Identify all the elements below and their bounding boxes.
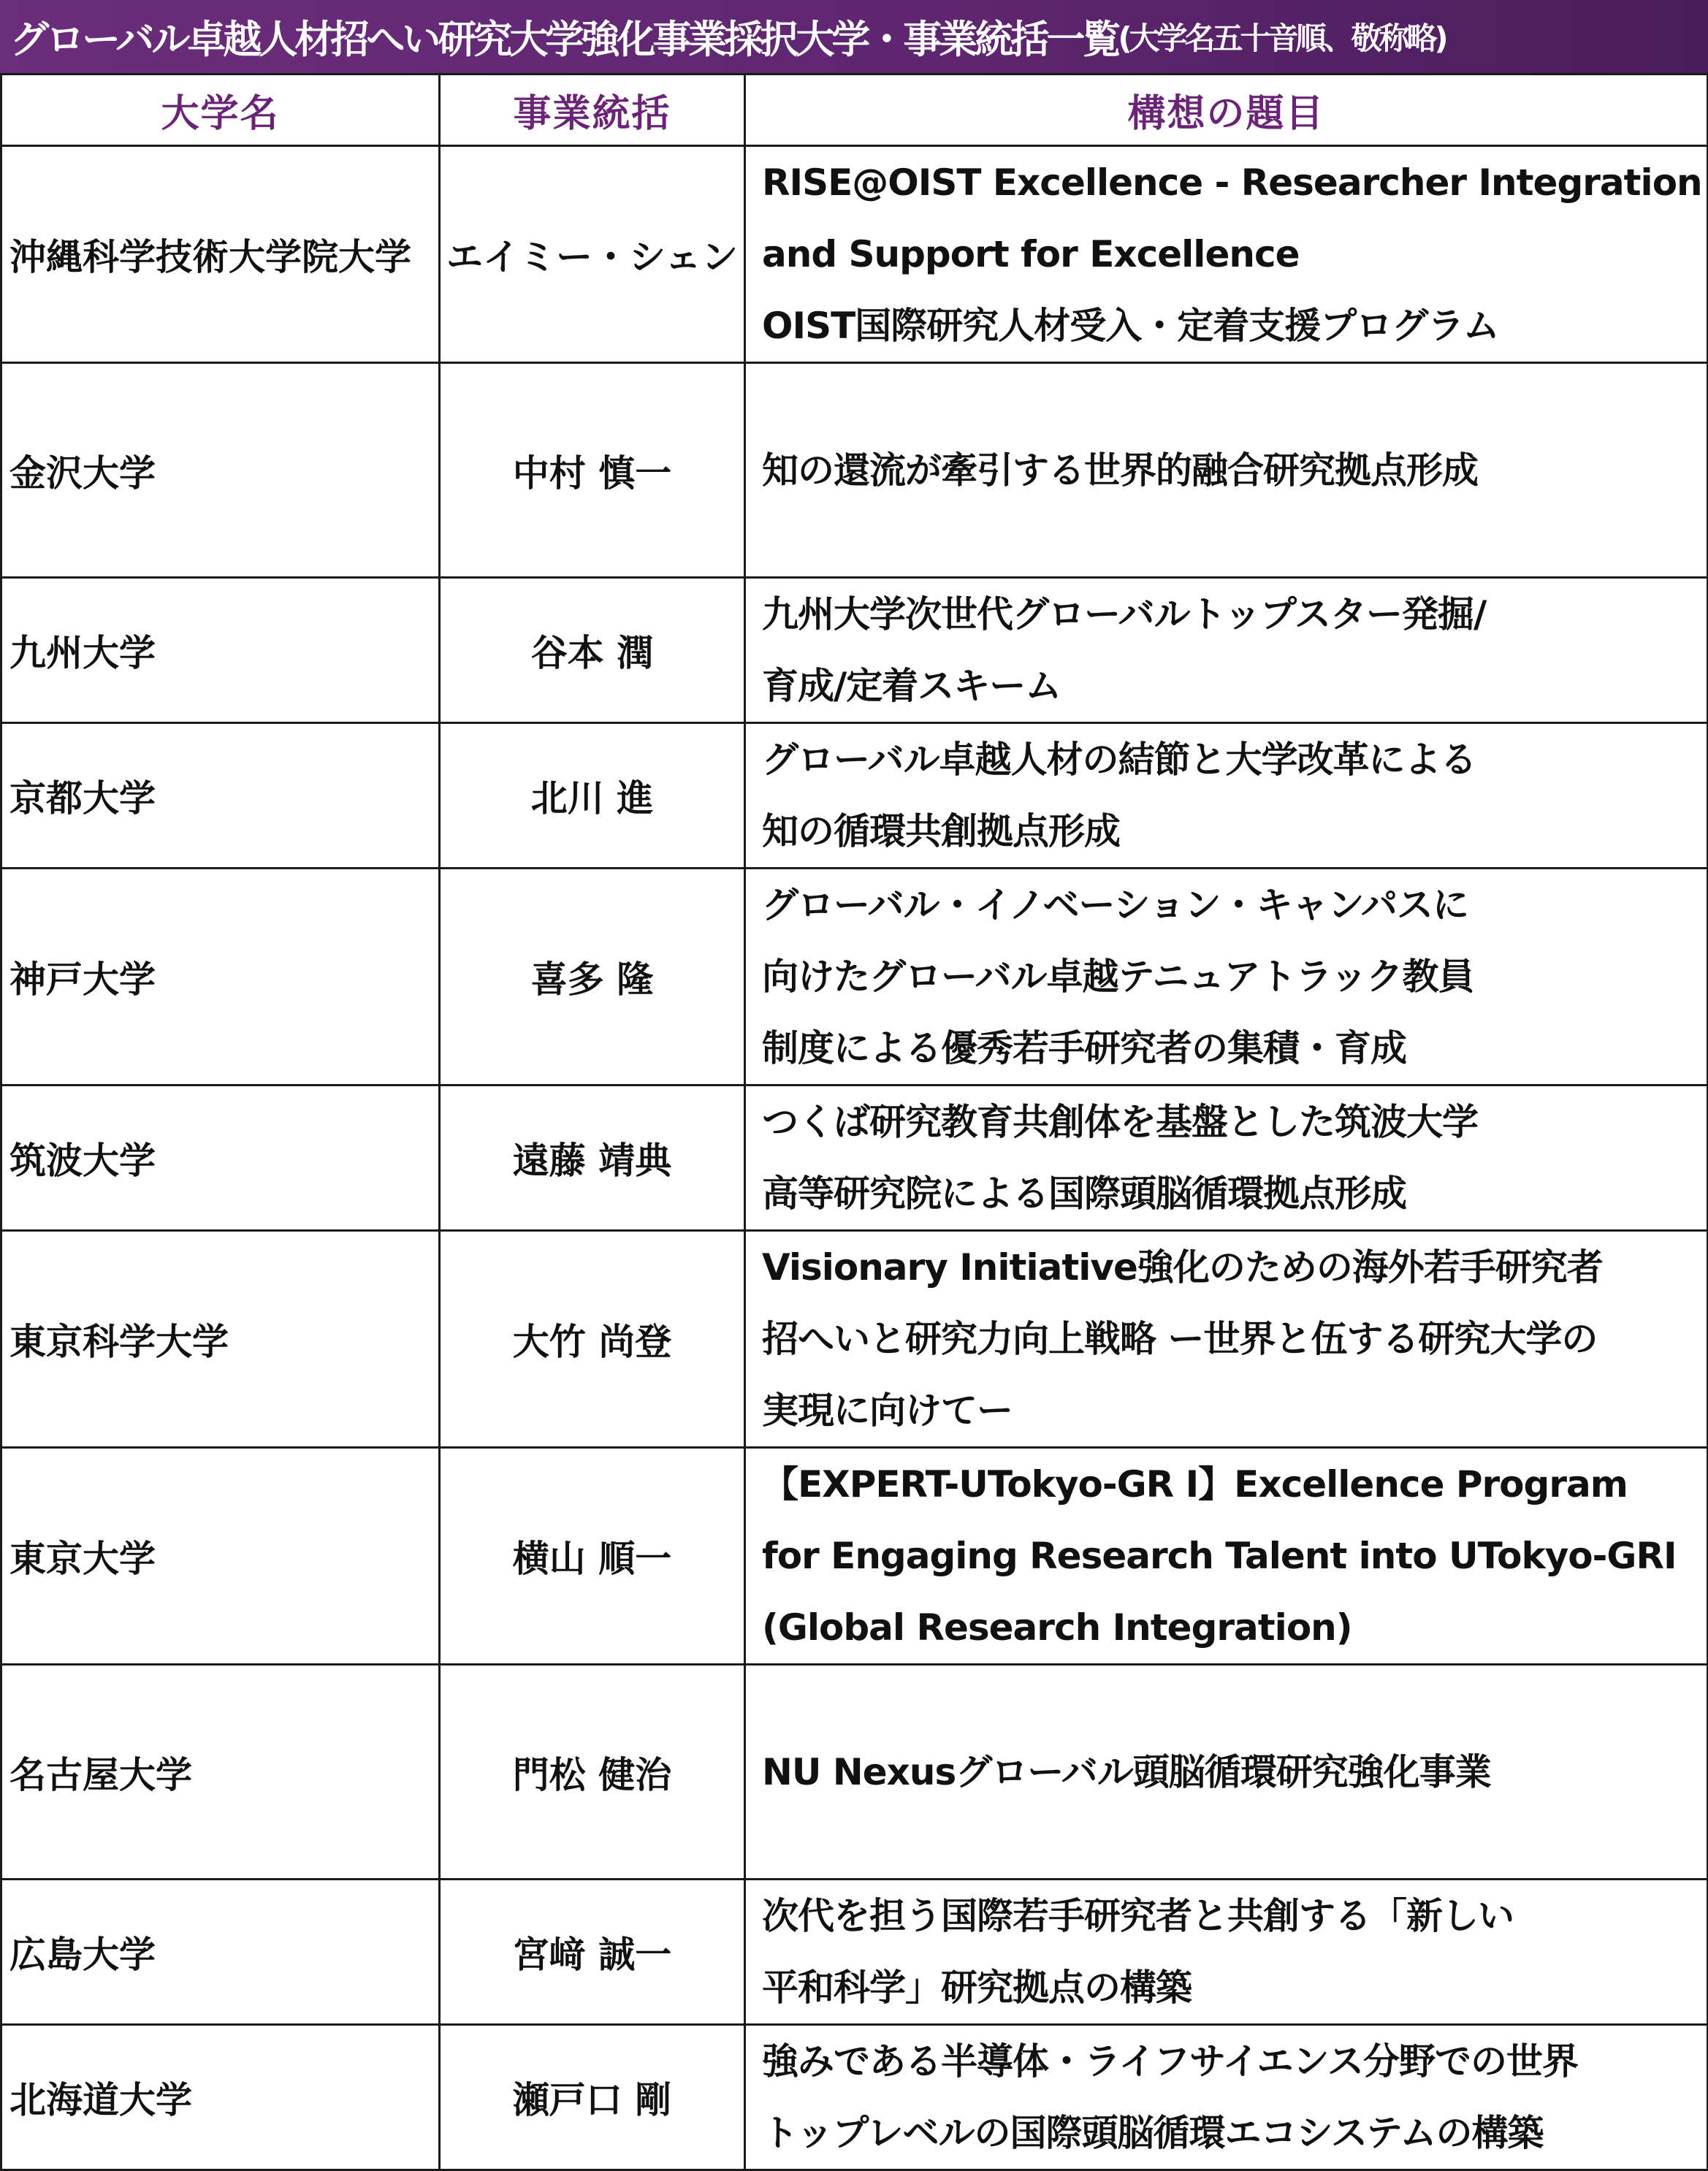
theme-cell bbox=[745, 1665, 1708, 1880]
table-header-row bbox=[1, 75, 1708, 146]
theme-line: 招へいと研究力向上戦略 ー世界と伍する研究大学の bbox=[762, 1318, 1598, 1360]
theme-line: 強みである半導体・ライフサイエンス分野での世界 bbox=[762, 2040, 1578, 2083]
theme-line: OIST国際研究人材受入・定着支援プログラム bbox=[762, 305, 1499, 347]
theme-cell bbox=[745, 363, 1708, 578]
director-cell: 喜多 隆 bbox=[440, 869, 745, 1086]
university-cell: 東京科学大学 bbox=[1, 1231, 440, 1448]
university-cell: 筑波大学 bbox=[1, 1086, 440, 1231]
theme-line: 【EXPERT-UTokyo-GR I】Excellence Program bbox=[762, 1463, 1628, 1506]
table-row bbox=[1, 1448, 1708, 1665]
theme-cell bbox=[745, 869, 1708, 1086]
theme-line: and Support for Excellence bbox=[762, 233, 1300, 275]
table-row bbox=[1, 146, 1708, 363]
theme-line: 九州大学次世代グローバルトップスター発掘/ bbox=[762, 593, 1487, 636]
adoption-table bbox=[0, 73, 1708, 2171]
page-title: グローバル卓越人材招へい研究大学強化事業採択大学・事業統括一覧 bbox=[10, 18, 1118, 62]
table-row bbox=[1, 1086, 1708, 1231]
theme-line: 知の還流が牽引する世界的融合研究拠点形成 bbox=[762, 449, 1478, 492]
theme-line: NU Nexusグローバル頭脳循環研究強化事業 bbox=[762, 1750, 1491, 1793]
theme-line: トップレベルの国際頭脳循環エコシステムの構築 bbox=[762, 2112, 1544, 2154]
university-cell: 北海道大学 bbox=[1, 2025, 440, 2170]
page-subtitle: (大学名五十音順、敬称略) bbox=[1118, 20, 1446, 56]
theme-line: 次代を担う国際若手研究者と共創する「新しい bbox=[762, 1895, 1514, 1937]
director-cell: 北川 進 bbox=[440, 723, 745, 869]
table-row bbox=[1, 363, 1708, 578]
director-cell: 横山 順一 bbox=[440, 1448, 745, 1665]
theme-line: 平和科学」研究拠点の構築 bbox=[762, 1966, 1192, 2009]
theme-line: 知の循環共創拠点形成 bbox=[762, 810, 1120, 852]
theme-line: 向けたグローバル卓越テニュアトラック教員 bbox=[762, 955, 1474, 998]
director-cell: 門松 健治 bbox=[440, 1665, 745, 1880]
theme-line: (Global Research Integration) bbox=[762, 1606, 1352, 1649]
theme-line: Visionary Initiative強化のための海外若手研究者 bbox=[762, 1246, 1603, 1289]
theme-cell bbox=[745, 723, 1708, 869]
theme-line: 育成/定着スキーム bbox=[762, 665, 1061, 707]
director-cell: 遠藤 靖典 bbox=[440, 1086, 745, 1231]
theme-line: グローバル卓越人材の結節と大学改革による bbox=[762, 739, 1476, 781]
director-cell: 中村 慎一 bbox=[440, 363, 745, 578]
table-row bbox=[1, 1231, 1708, 1448]
table-row bbox=[1, 1880, 1708, 2025]
theme-cell bbox=[745, 1880, 1708, 2025]
theme-line: RISE@OIST Excellence - Researcher Integration bbox=[762, 161, 1702, 204]
university-cell: 東京大学 bbox=[1, 1448, 440, 1665]
table-row bbox=[1, 1665, 1708, 1880]
theme-line: for Engaging Research Talent into UTokyo-GRI bbox=[762, 1535, 1677, 1577]
theme-line: つくば研究教育共創体を基盤とした筑波大学 bbox=[762, 1101, 1478, 1143]
director-cell: 瀬戸口 剛 bbox=[440, 2025, 745, 2170]
university-cell: 名古屋大学 bbox=[1, 1665, 440, 1880]
theme-cell bbox=[745, 578, 1708, 723]
university-cell: 金沢大学 bbox=[1, 363, 440, 578]
theme-line: 実現に向けてー bbox=[762, 1389, 1013, 1432]
director-cell: 谷本 潤 bbox=[440, 578, 745, 723]
title-bar bbox=[0, 0, 1708, 73]
theme-cell bbox=[745, 146, 1708, 363]
table-row bbox=[1, 578, 1708, 723]
university-cell: 九州大学 bbox=[1, 578, 440, 723]
theme-cell bbox=[745, 1086, 1708, 1231]
theme-cell bbox=[745, 1448, 1708, 1665]
theme-line: グローバル・イノベーション・キャンパスに bbox=[762, 884, 1468, 926]
theme-cell bbox=[745, 2025, 1708, 2170]
university-cell: 神戸大学 bbox=[1, 869, 440, 1086]
director-cell: 宮﨑 誠一 bbox=[440, 1880, 745, 2025]
director-cell: 大竹 尚登 bbox=[440, 1231, 745, 1448]
theme-line: 制度による優秀若手研究者の集積・育成 bbox=[762, 1027, 1406, 1069]
director-cell: エイミー・シェン bbox=[440, 146, 745, 363]
theme-line: 高等研究院による国際頭脳循環拠点形成 bbox=[762, 1172, 1406, 1215]
header-university: 大学名 bbox=[1, 75, 440, 146]
header-director: 事業統括 bbox=[440, 75, 745, 146]
header-theme: 構想の題目 bbox=[745, 75, 1708, 146]
university-cell: 広島大学 bbox=[1, 1880, 440, 2025]
table-row bbox=[1, 869, 1708, 1086]
table-row bbox=[1, 2025, 1708, 2170]
theme-cell bbox=[745, 1231, 1708, 1448]
university-cell: 沖縄科学技術大学院大学 bbox=[1, 146, 440, 363]
table-row bbox=[1, 723, 1708, 869]
university-cell: 京都大学 bbox=[1, 723, 440, 869]
